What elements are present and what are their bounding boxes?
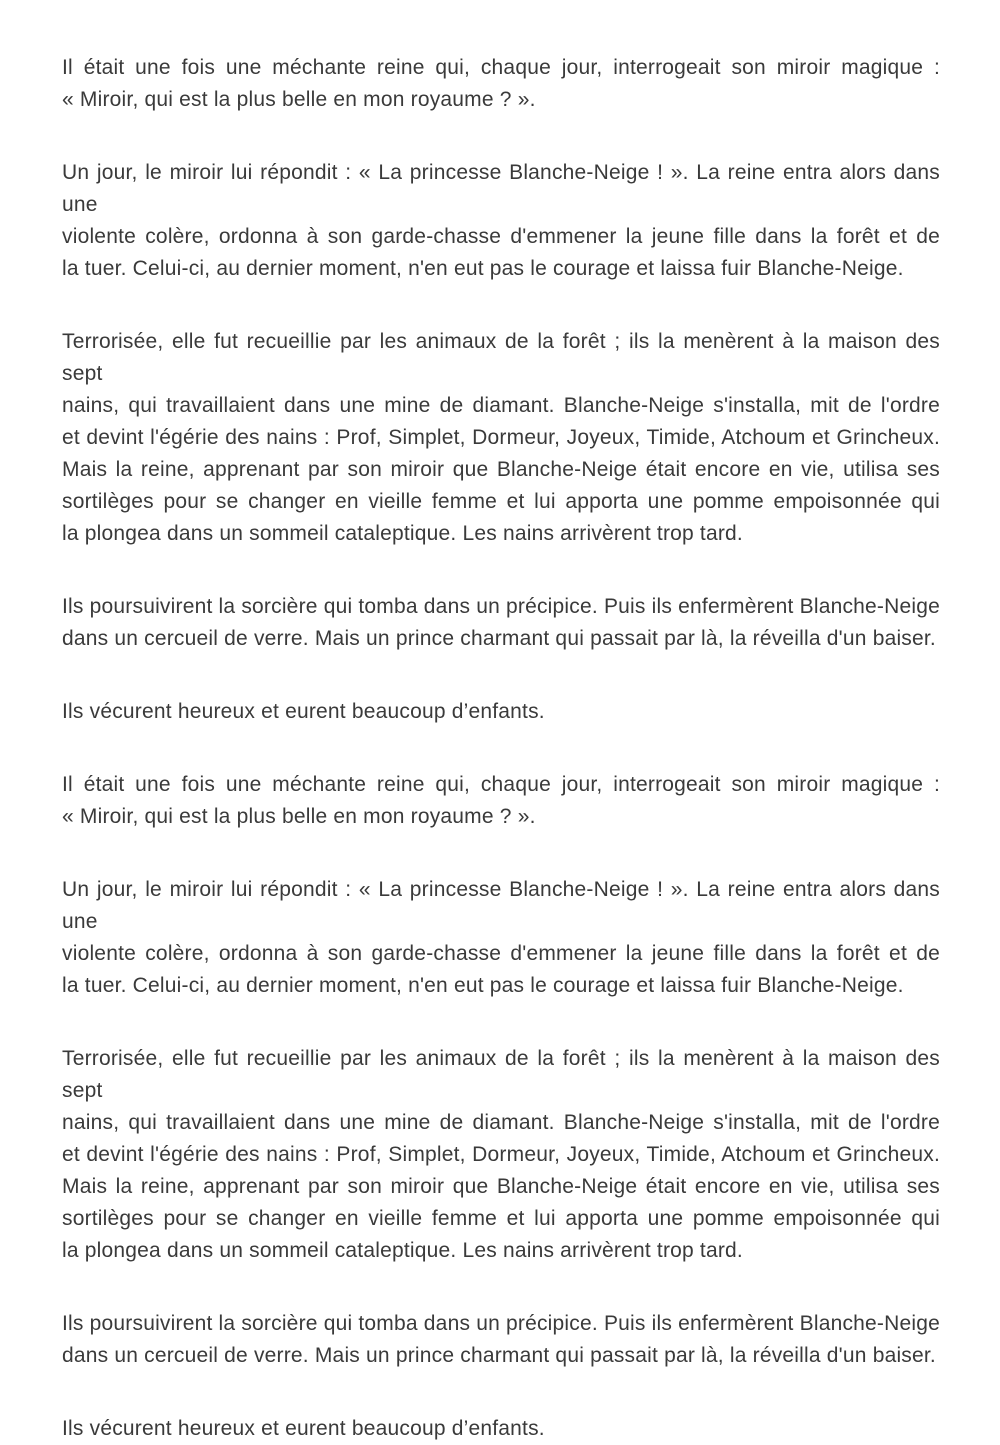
paragraph-8: [62, 1043, 940, 1267]
text-line: Il était une fois une méchante reine qui, chaque jour, interrogeait son miroir magique :: [62, 56, 940, 79]
text-line: la tuer. Celui-ci, au dernier moment, n'en eut pas le courage et laissa fuir Blanche-Neige.: [62, 257, 904, 280]
text-line: Mais la reine, apprenant par son miroir que Blanche-Neige était encore en vie, utilisa ses: [62, 1175, 940, 1198]
paragraph-9: [62, 1308, 940, 1372]
text-line: « Miroir, qui est la plus belle en mon royaume ? ».: [62, 805, 536, 828]
text-line: Il était une fois une méchante reine qui, chaque jour, interrogeait son miroir magique :: [62, 773, 940, 796]
text-line: Ils poursuivirent la sorcière qui tomba dans un précipice. Puis ils enfermèrent Blanche-Neige: [62, 595, 940, 618]
text-line: nains, qui travaillaient dans une mine de diamant. Blanche-Neige s'installa, mit de l'ordre: [62, 394, 940, 417]
paragraph-5: [62, 696, 940, 728]
text-line: dans un cercueil de verre. Mais un prince charmant qui passait par là, la réveilla d'un baiser.: [62, 627, 936, 650]
paragraph-7: [62, 874, 940, 1002]
text-line: Terrorisée, elle fut recueillie par les animaux de la forêt ; ils la menèrent à la maison des sept: [62, 330, 940, 385]
text-line: « Miroir, qui est la plus belle en mon royaume ? ».: [62, 88, 536, 111]
paragraph-6: [62, 769, 940, 833]
paragraph-1: [62, 52, 940, 116]
text-line: sortilèges pour se changer en vieille femme et lui apporta une pomme empoisonnée qui: [62, 490, 940, 513]
text-line: la plongea dans un sommeil cataleptique. Les nains arrivèrent trop tard.: [62, 1239, 743, 1262]
paragraph-10: [62, 1413, 940, 1445]
text-line: Ils poursuivirent la sorcière qui tomba dans un précipice. Puis ils enfermèrent Blanche-Neige: [62, 1312, 940, 1335]
text-line: Ils vécurent heureux et eurent beaucoup d’enfants.: [62, 1417, 545, 1440]
text-line: Un jour, le miroir lui répondit : « La princesse Blanche-Neige ! ». La reine entra alors dans une: [62, 878, 940, 933]
paragraph-3: [62, 326, 940, 550]
text-line: nains, qui travaillaient dans une mine de diamant. Blanche-Neige s'installa, mit de l'ordre: [62, 1111, 940, 1134]
paragraph-4: [62, 591, 940, 655]
text-line: violente colère, ordonna à son garde-chasse d'emmener la jeune fille dans la forêt et de: [62, 942, 940, 965]
paragraph-2: [62, 157, 940, 285]
text-line: et devint l'égérie des nains : Prof, Simplet, Dormeur, Joyeux, Timide, Atchoum et Grincheux.: [62, 1143, 940, 1166]
text-line: dans un cercueil de verre. Mais un prince charmant qui passait par là, la réveilla d'un baiser.: [62, 1344, 936, 1367]
text-line: Ils vécurent heureux et eurent beaucoup d’enfants.: [62, 700, 545, 723]
text-line: Un jour, le miroir lui répondit : « La princesse Blanche-Neige ! ». La reine entra alors dans une: [62, 161, 940, 216]
text-line: Mais la reine, apprenant par son miroir que Blanche-Neige était encore en vie, utilisa ses: [62, 458, 940, 481]
text-line: sortilèges pour se changer en vieille femme et lui apporta une pomme empoisonnée qui: [62, 1207, 940, 1230]
text-line: et devint l'égérie des nains : Prof, Simplet, Dormeur, Joyeux, Timide, Atchoum et Grincheux.: [62, 426, 940, 449]
text-line: la tuer. Celui-ci, au dernier moment, n'en eut pas le courage et laissa fuir Blanche-Neige.: [62, 974, 904, 997]
text-line: violente colère, ordonna à son garde-chasse d'emmener la jeune fille dans la forêt et de: [62, 225, 940, 248]
text-line: la plongea dans un sommeil cataleptique. Les nains arrivèrent trop tard.: [62, 522, 743, 545]
text-line: Terrorisée, elle fut recueillie par les animaux de la forêt ; ils la menèrent à la maison des sept: [62, 1047, 940, 1102]
